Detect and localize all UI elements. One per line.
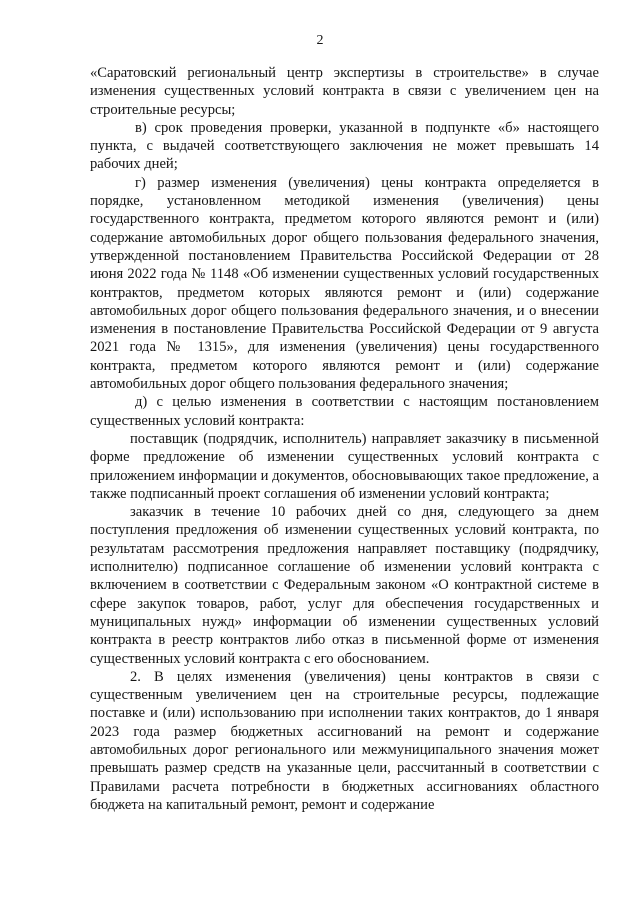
paragraph-section-2: 2. В целях изменения (увеличения) цены контрактов в связи с существенным увеличением цен на строительные ресурсы, подлежащие поставке и (или) использованию при исполнении таких контрактов, до 1 января 2023 года размер бюджетных ассигнований на ремонт и содержание автомобильных дорог регионального или межмуниципального значения может превышать размер средств на указанные цели, рассчитанный в соответствии с Правилами расчета потребности в бюджетных ассигнованиях областного бюджета на капитальный ремонт, ремонт и содержание — [90, 668, 599, 813]
document-body — [90, 64, 599, 814]
paragraph-continuation: «Саратовский региональный центр экспертизы в строительстве» в случае изменения существенных условий контракта в связи с увеличением цен на строительные ресурсы; — [90, 65, 599, 118]
paragraph-customer: заказчик в течение 10 рабочих дней со дня, следующего за днем поступления предложения об изменении существенных условий контракта, по результатам рассмотрения предложения направляет поставщику (подрядчику, исполнителю) подписанное соглашение об изменении условий контракта с включением в соответствии с Федеральным законом «О контрактной системе в сфере закупок товаров, работ, услуг для обеспечения государственных и муниципальных нужд» информации об изменении существенных условий контракта в реестр контрактов либо отказ в письменной форме от изменения существенных условий контракта с его обоснованием. — [90, 504, 599, 667]
paragraph-item-d: д) с целью изменения в соответствии с настоящим постановлением существенных условий контракта: — [90, 394, 599, 429]
page-number: 2 — [316, 33, 324, 48]
paragraph-supplier: поставщик (подрядчик, исполнитель) направляет заказчику в письменной форме предложение об изменении существенных условий контракта с приложением информации и документов, обосновывающих такое предложение, а также подписанный проект соглашения об изменении условий контракта; — [90, 430, 599, 502]
paragraph-item-g: г) размер изменения (увеличения) цены контракта определяется в порядке, установленном методикой изменения (увеличения) цены государственного контракта, предметом которого являются ремонт и (или) содержание автомобильных дорог общего пользования федерального значения, утвержденной постановлением Правительства Российской Федерации от 28 июня 2022 года № 1148 «Об изменении существенных условий государственных контрактов, предметом которых являются ремонт и (или) содержание автомобильных дорог общего пользования федерального значения, и о внесении изменения в постановление Правительства Российской Федерации от 9 августа 2021 года № 1315», для изменения (увеличения) цены государственного контракта, предметом которого являются ремонт и (или) содержание автомобильных дорог общего пользования федерального значения; — [90, 174, 599, 393]
paragraph-item-v: в) срок проведения проверки, указанной в подпункте «б» настоящего пункта, с выдачей соответствующего заключения не может превышать 14 рабочих дней; — [90, 119, 599, 173]
